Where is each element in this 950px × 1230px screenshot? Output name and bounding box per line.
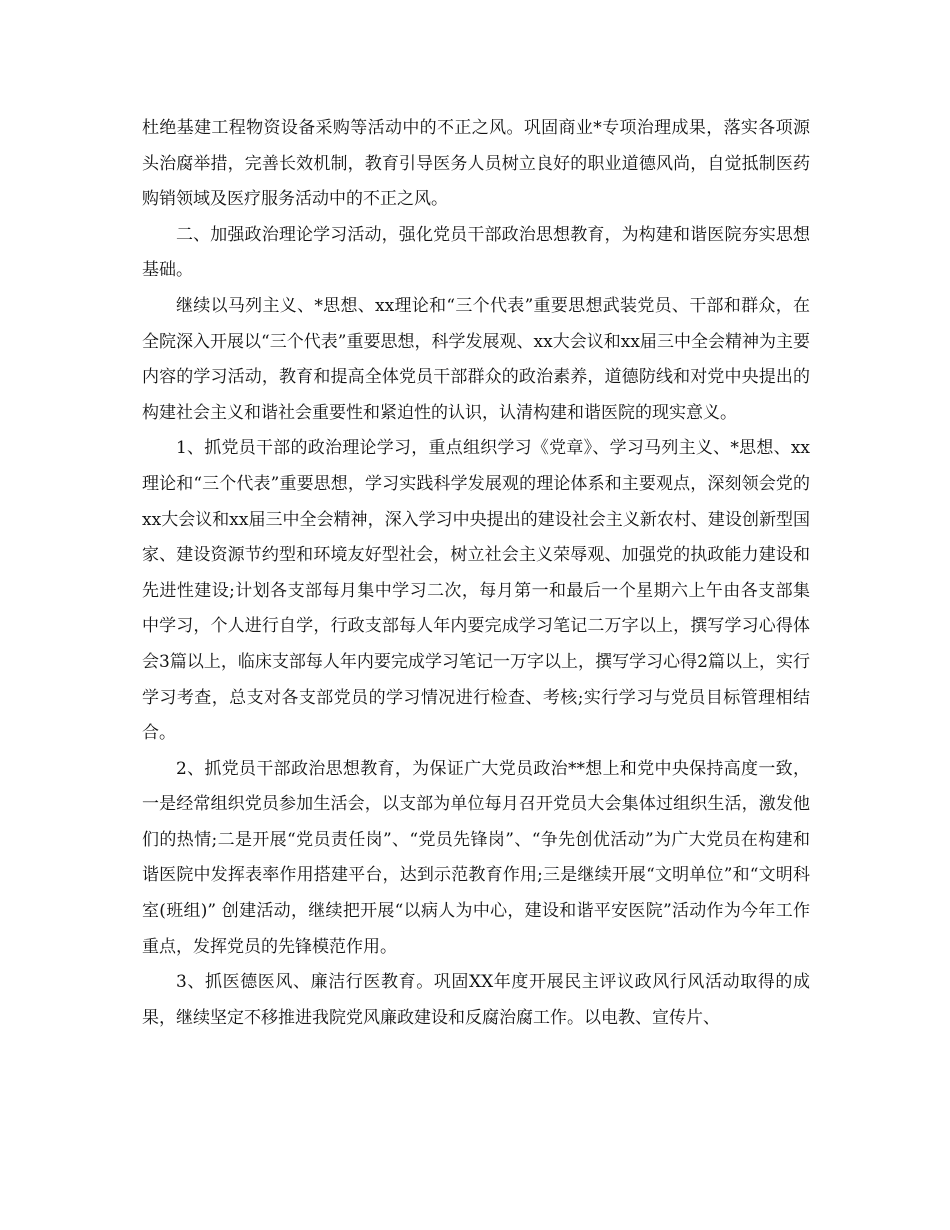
paragraph-2-section-heading: 二、加强政治理论学习活动，强化党员干部政治思想教育，为构建和谐医院夯实思想基础。 xyxy=(142,224,810,281)
paragraph-5-item-2: 2、抓党员干部政治思想教育，为保证广大党员政治**想上和党中央保持高度一致，一是经常组织党员参加生活会，以支部为单位每月召开党员大会集体过组织生活，激发他们的热情;二是开展“党员责任岗”、“党员先锋岗”、“争先创优活动”为广大党员在构建和谐医院中发挥表率作用搭建平台，达到示范教育作用;三是继续开展“文明单位”和“文明科室(班组)” 创建活动，继续把开展“以病人为中心，建设和谐平安医院”活动作为今年工作重点，发挥党员的先锋模范作用。 xyxy=(142,758,810,957)
paragraph-6-item-3: 3、抓医德医风、廉洁行医教育。巩固XX年度开展民主评议政风行风活动取得的成果，继续坚定不移推进我院党风廉政建设和反腐治腐工作。以电教、宣传片、 xyxy=(142,972,810,1028)
paragraph-4-item-1: 1、抓党员干部的政治理论学习，重点组织学习《党章》、学习马列主义、*思想、xx理论和“三个代表”重要思想，学习实践科学发展观的理论体系和主要观点，深刻领会党的xx大会议和xx届三中全会精神，深入学习中央提出的建设社会主义新农村、建设创新型国家、建设资源节约型和环境友好型社会，树立社会主义荣辱观、加强党的执政能力建设和先进性建设;计划各支部每月集中学习二次，每月第一和最后一个星期六上午由各支部集中学习，个人进行自学，行政支部每人年内要完成学习笔记二万字以上，撰写学习心得体会3篇以上，临床支部每人年内要完成学习笔记一万字以上，撰写学习心得2篇以上，实行学习考查，总支对各支部党员的学习情况进行检查、考核;实行学习与党员目标管理相结合。 xyxy=(142,438,810,744)
paragraph-1: 杜绝基建工程物资设备采购等活动中的不正之风。巩固商业*专项治理成果，落实各项源头治腐举措，完善长效机制，教育引导医务人员树立良好的职业道德风尚，自觉抵制医药购销领域及医疗服务活动中的不正之风。 xyxy=(142,118,810,210)
paragraph-3: 继续以马列主义、*思想、xx理论和“三个代表”重要思想武装党员、干部和群众，在全院深入开展以“三个代表”重要思想，科学发展观、xx大会议和xx届三中全会精神为主要内容的学习活动，教育和提高全体党员干部群众的政治素养，道德防线和对党中央提出的构建社会主义和谐社会重要性和紧迫性的认识，认清构建和谐医院的现实意义。 xyxy=(142,295,810,423)
document-body xyxy=(142,111,810,1036)
